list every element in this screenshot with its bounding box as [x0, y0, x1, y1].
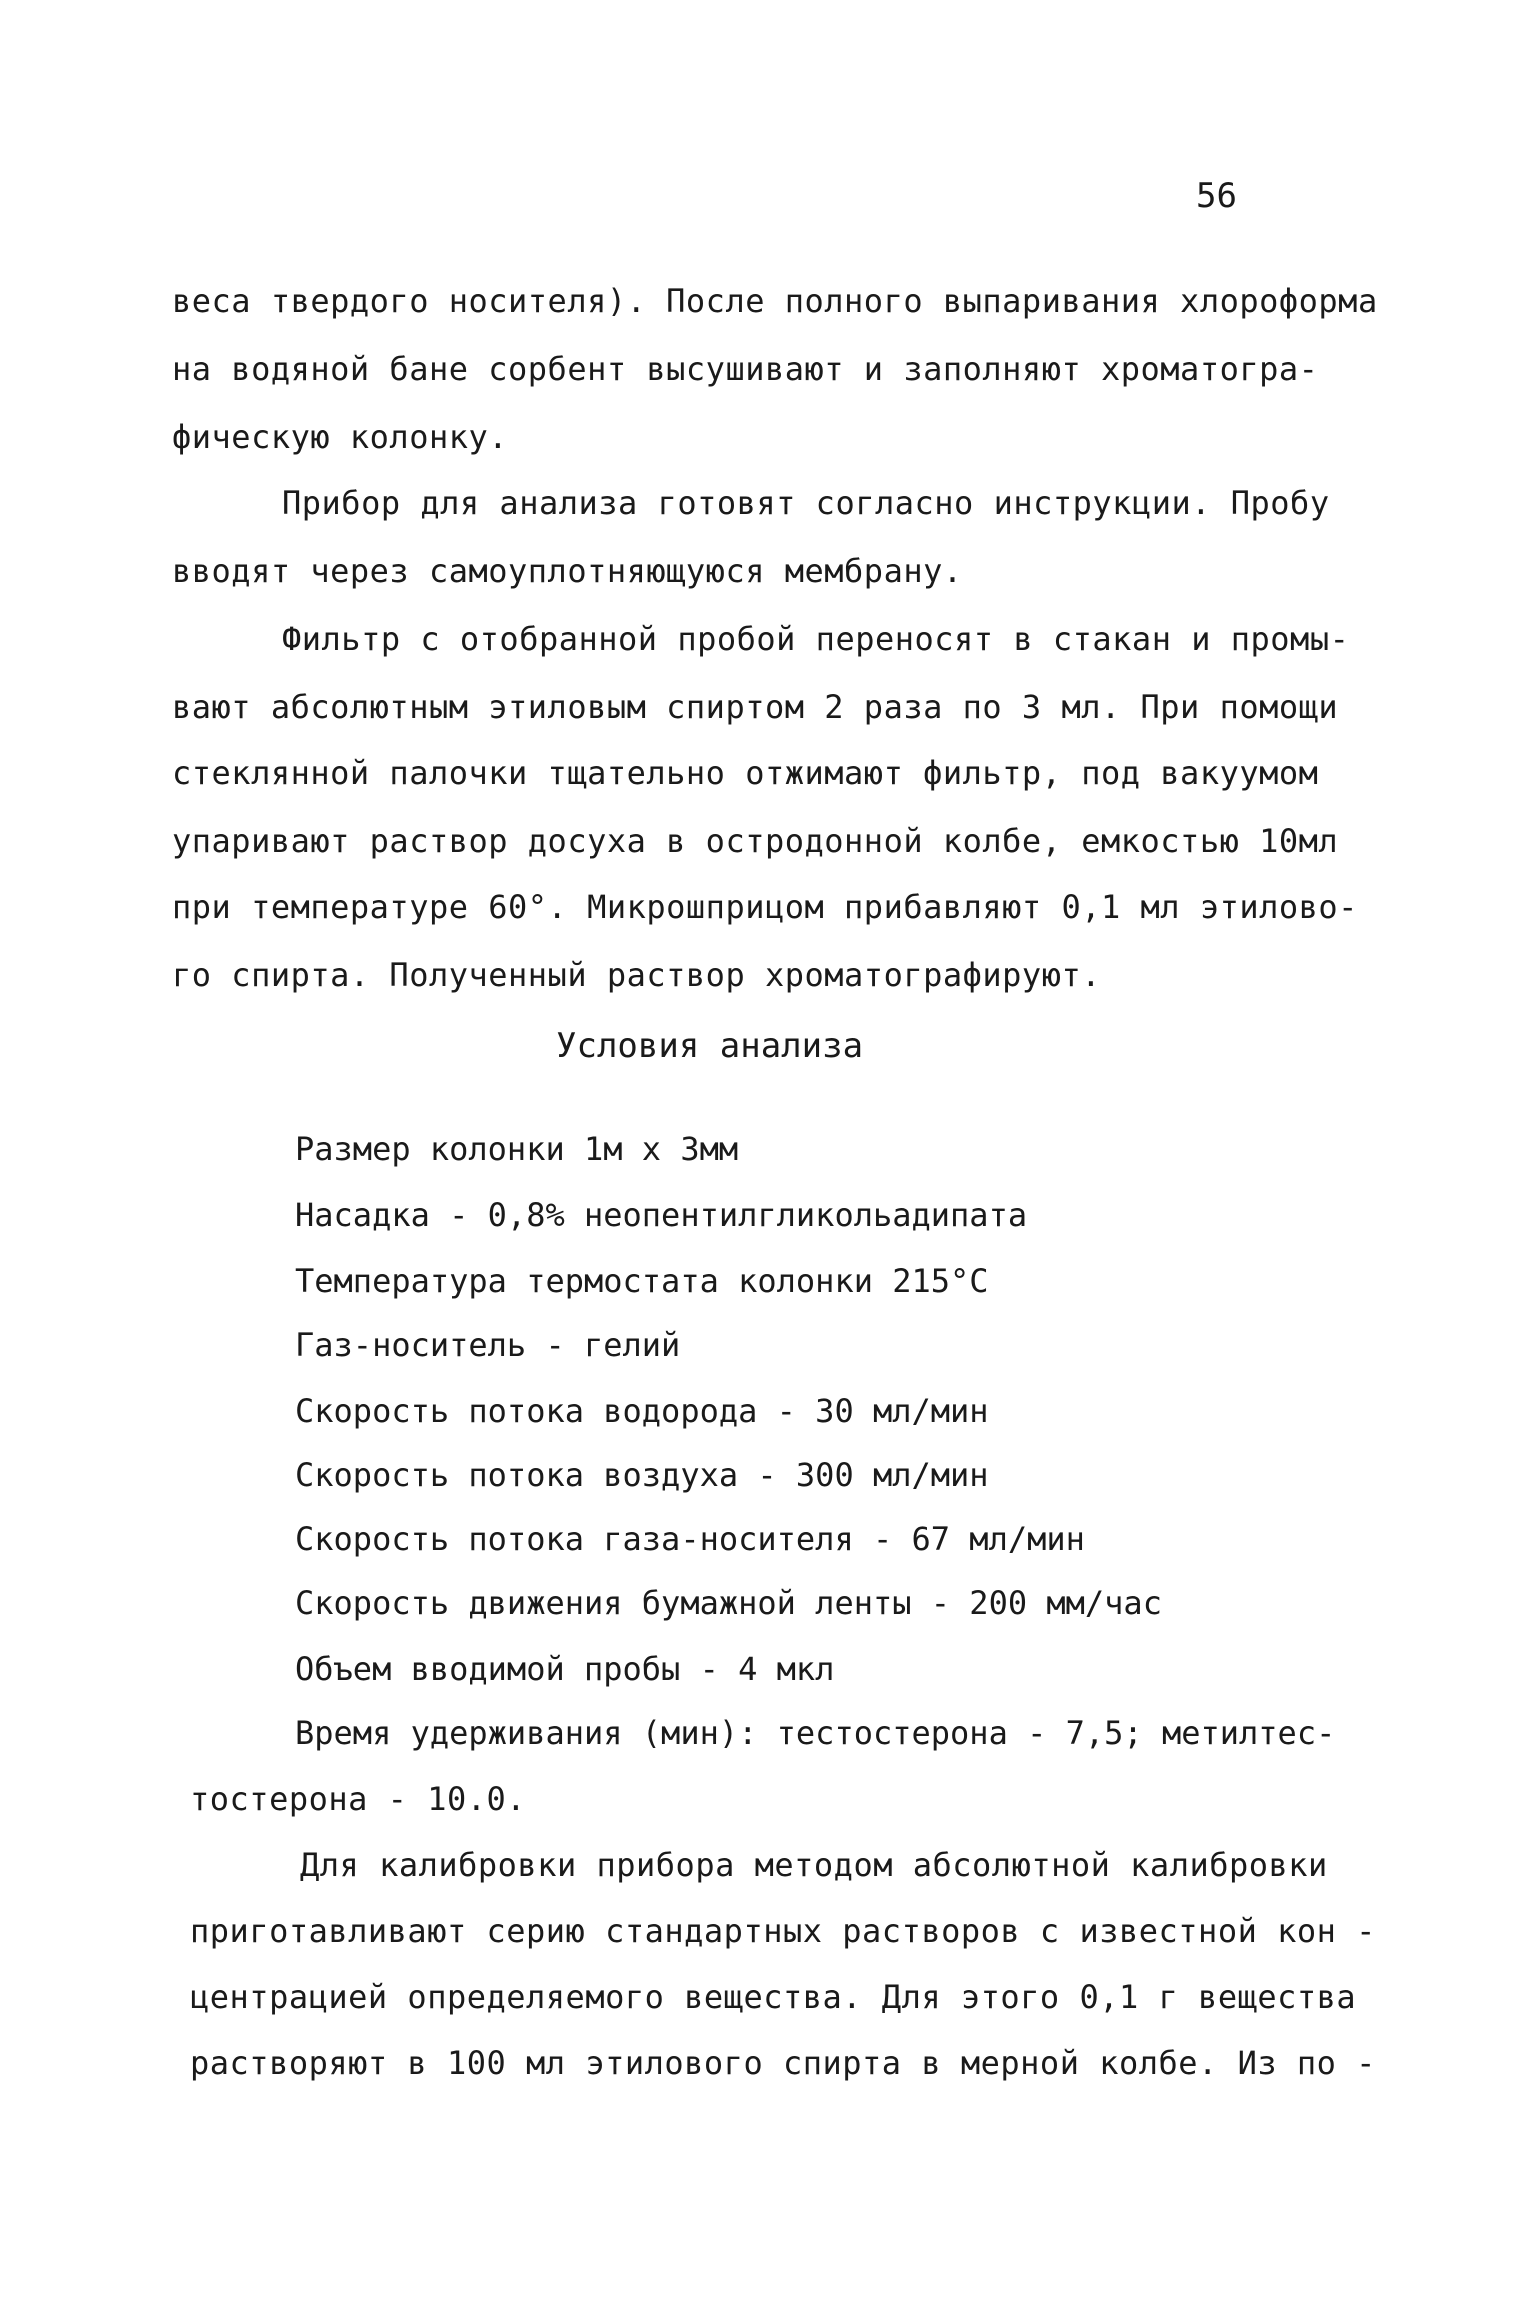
text-line: фическую колонку. — [172, 418, 509, 456]
condition-item: Скорость потока газа-носителя - 67 мл/мин — [295, 1520, 1085, 1558]
condition-item: Объем вводимой пробы - 4 мкл — [295, 1650, 835, 1688]
condition-item: Время удерживания (мин): тестостерона - 7,5; метилтес- — [295, 1714, 1336, 1752]
text-line: го спирта. Полученный раствор хроматографируют. — [172, 956, 1101, 994]
text-line: Для калибровки прибора методом абсолютной калибровки — [300, 1846, 1328, 1884]
page-number: 56 — [1196, 176, 1237, 216]
condition-item: Скорость потока водорода - 30 мл/мин — [295, 1392, 989, 1430]
condition-item: Размер колонки 1м х 3мм — [295, 1130, 739, 1168]
text-line: вводят через самоуплотняющуюся мембрану. — [172, 552, 963, 590]
section-heading: Условия анализа — [556, 1026, 864, 1066]
text-line: растворяют в 100 мл этилового спирта в мерной колбе. Из по - — [190, 2044, 1376, 2082]
text-line: центрацией определяемого вещества. Для этого 0,1 г вещества — [190, 1978, 1357, 2016]
text-line: упаривают раствор досуха в остродонной колбе, емкостью 10мл — [172, 822, 1339, 860]
text-line: на водяной бане сорбент высушивают и заполняют хроматогра- — [172, 350, 1319, 388]
condition-item: Температура термостата колонки 215°С — [295, 1262, 989, 1300]
condition-item: Газ-носитель - гелий — [295, 1326, 681, 1364]
condition-item: Скорость движения бумажной ленты - 200 мм/час — [295, 1584, 1162, 1622]
text-line: стеклянной палочки тщательно отжимают фильтр, под вакуумом — [172, 754, 1319, 792]
text-line: при температуре 60°. Микрошприцом прибавляют 0,1 мл этилово- — [172, 888, 1358, 926]
condition-continuation: тостерона - 10.0. — [190, 1780, 527, 1818]
text-line: веса твердого носителя). После полного выпаривания хлороформа — [172, 282, 1378, 320]
condition-item: Скорость потока воздуха - 300 мл/мин — [295, 1456, 989, 1494]
condition-item: Насадка - 0,8% неопентилгликольадипата — [295, 1196, 1028, 1234]
text-line: Прибор для анализа готовят согласно инструкции. Пробу — [282, 484, 1330, 522]
text-line: вают абсолютным этиловым спиртом 2 раза по 3 мл. При помощи — [172, 688, 1339, 726]
text-line: Фильтр с отобранной пробой переносят в стакан и промы- — [282, 620, 1350, 658]
text-line: приготавливают серию стандартных растворов с известной кон - — [190, 1912, 1376, 1950]
